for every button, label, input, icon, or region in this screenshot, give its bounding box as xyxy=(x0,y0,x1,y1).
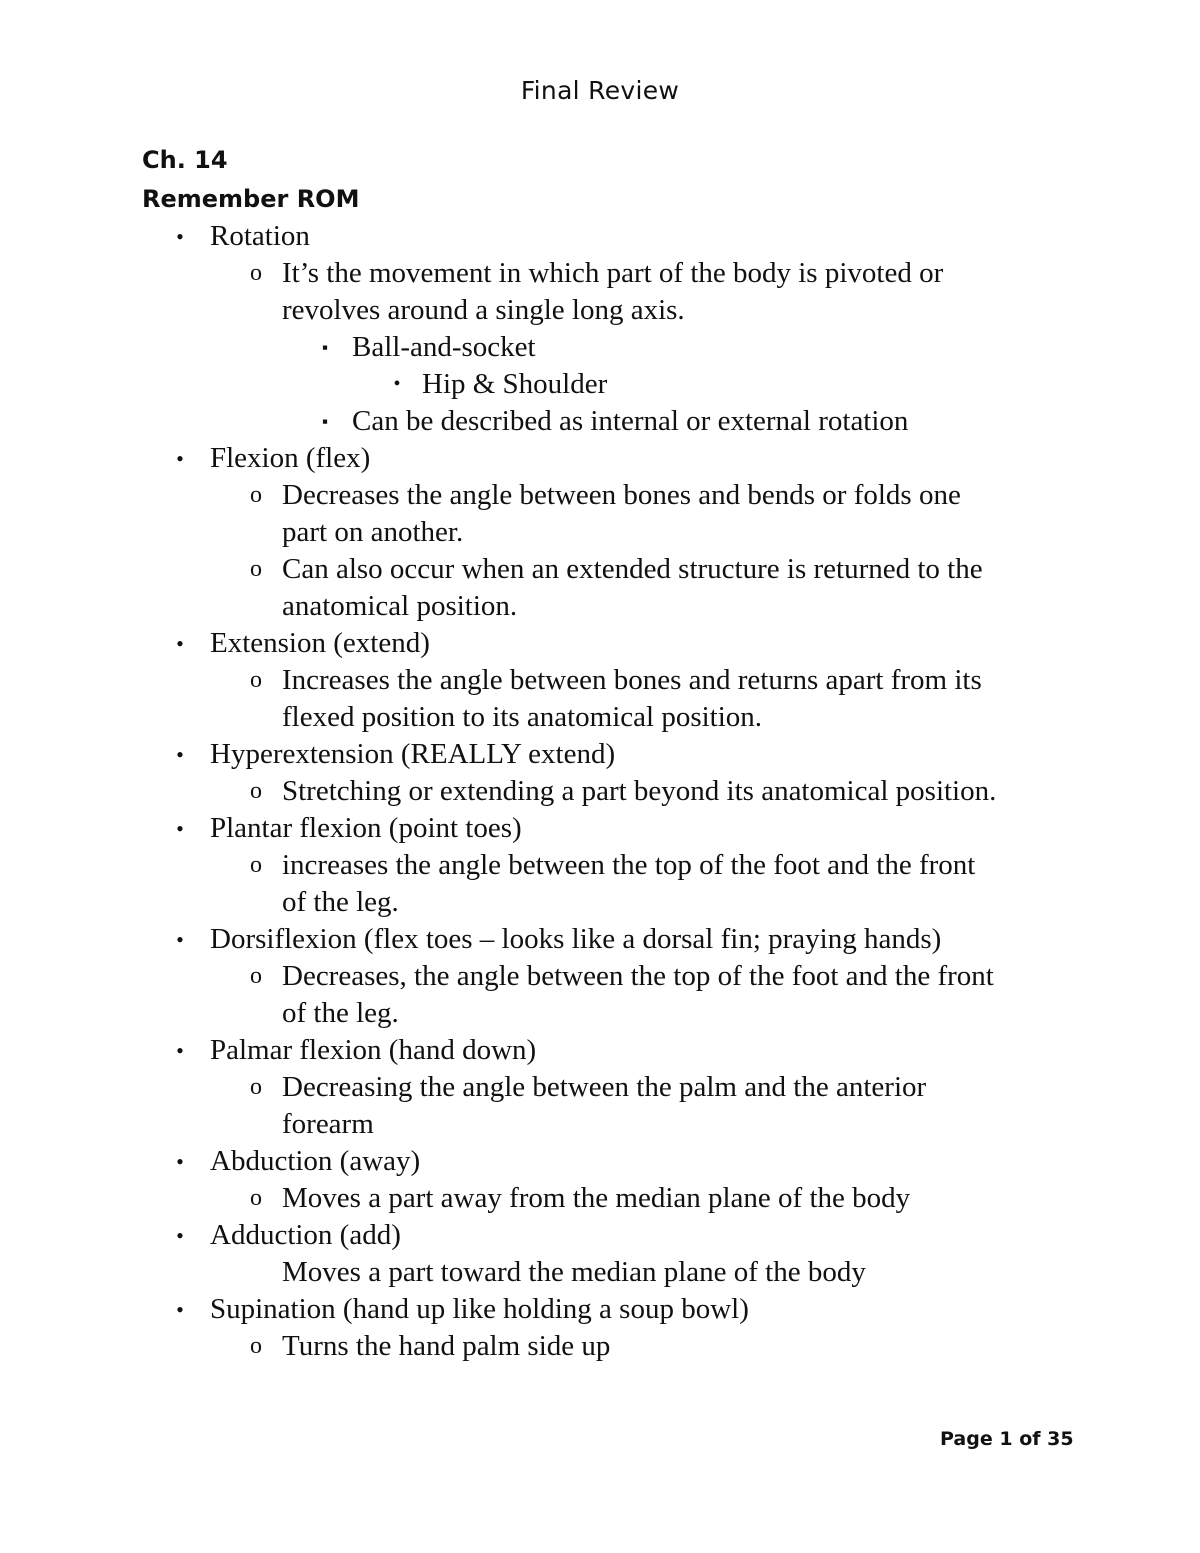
page-label: Page xyxy=(940,1428,993,1450)
list-item-rotation xyxy=(142,218,1082,255)
bullet-icon: • xyxy=(176,742,184,767)
item-label: Plantar flexion (point toes) xyxy=(210,812,522,844)
sub-item-text: Moves a part toward the median plane of the body xyxy=(282,1256,866,1288)
sub-item xyxy=(142,255,1082,292)
sub-item-continuation xyxy=(142,292,1082,329)
sub-item-no-marker xyxy=(142,1254,1082,1291)
sub-item-continuation xyxy=(142,884,1082,921)
sub-item-text: forearm xyxy=(282,1108,374,1140)
of-label: of xyxy=(1019,1428,1041,1450)
bullet-icon: • xyxy=(176,1223,184,1248)
chapter-heading: Ch. 14 xyxy=(142,146,228,174)
sub-item-text: Decreases the angle between bones and bends or folds one xyxy=(282,479,961,511)
list-item-abduction xyxy=(142,1143,1082,1180)
sub-item xyxy=(142,662,1082,699)
sub-sub-item-text: Can be described as internal or external rotation xyxy=(352,405,909,437)
sub-item-text: Increases the angle between bones and returns apart from its xyxy=(282,664,982,696)
circle-bullet-icon: o xyxy=(250,482,262,508)
bullet-icon: • xyxy=(393,373,401,395)
bullet-icon: • xyxy=(176,1297,184,1322)
bullet-icon: • xyxy=(176,224,184,249)
list-item-plantar-flexion xyxy=(142,810,1082,847)
page-header-title: Final Review xyxy=(520,76,680,105)
sub-item-text: of the leg. xyxy=(282,997,399,1029)
sub-item xyxy=(142,1180,1082,1217)
sub-item xyxy=(142,773,1082,810)
sub-item xyxy=(142,477,1082,514)
item-label: Extension (extend) xyxy=(210,627,430,659)
item-label: Palmar flexion (hand down) xyxy=(210,1034,537,1066)
sub-item xyxy=(142,1069,1082,1106)
sub-item-continuation xyxy=(142,995,1082,1032)
sub-item-continuation xyxy=(142,514,1082,551)
circle-bullet-icon: o xyxy=(250,1185,262,1211)
sub-item-text: of the leg. xyxy=(282,886,399,918)
sub-item-text: Decreasing the angle between the palm and the anterior xyxy=(282,1071,927,1103)
item-label: Hyperextension (REALLY extend) xyxy=(210,738,616,770)
current-page: 1 xyxy=(999,1428,1013,1450)
sub-item-text: anatomical position. xyxy=(282,590,518,622)
bullet-icon: • xyxy=(176,1038,184,1063)
item-label: Abduction (away) xyxy=(210,1145,421,1177)
sub-item xyxy=(142,958,1082,995)
circle-bullet-icon: o xyxy=(250,963,262,989)
section-heading: Remember ROM xyxy=(142,185,360,213)
item-label: Adduction (add) xyxy=(210,1219,401,1251)
sub-item-text: revolves around a single long axis. xyxy=(282,294,685,326)
sub-item-text: Moves a part away from the median plane of the body xyxy=(282,1182,911,1214)
item-label: Supination (hand up like holding a soup bowl) xyxy=(210,1293,749,1325)
circle-bullet-icon: o xyxy=(250,778,262,804)
sub-item-text: part on another. xyxy=(282,516,464,548)
list-item-palmar-flexion xyxy=(142,1032,1082,1069)
circle-bullet-icon: o xyxy=(250,667,262,693)
sub-item xyxy=(142,847,1082,884)
list-item-dorsiflexion xyxy=(142,921,1082,958)
page-number xyxy=(940,1428,1074,1450)
circle-bullet-icon: o xyxy=(250,1333,262,1359)
item-label: Flexion (flex) xyxy=(210,442,371,474)
item-label: Dorsiflexion (flex toes – looks like a dorsal fin; praying hands) xyxy=(210,923,942,955)
list-item-adduction xyxy=(142,1217,1082,1254)
sub-item-continuation xyxy=(142,699,1082,736)
sub-item-text: Turns the hand palm side up xyxy=(282,1330,611,1362)
item-label: Rotation xyxy=(210,220,310,252)
sub-sub-sub-item-text: Hip & Shoulder xyxy=(422,368,608,400)
circle-bullet-icon: o xyxy=(250,1074,262,1100)
bullet-icon: • xyxy=(176,446,184,471)
list-item-supination xyxy=(142,1291,1082,1328)
sub-item-text: Decreases, the angle between the top of the foot and the front xyxy=(282,960,994,992)
square-bullet-icon: ▪ xyxy=(321,412,329,431)
sub-sub-item-text: Ball-and-socket xyxy=(352,331,536,363)
sub-item-text: It’s the movement in which part of the body is pivoted or xyxy=(282,257,944,289)
sub-item xyxy=(142,1328,1082,1365)
sub-item-continuation xyxy=(142,588,1082,625)
circle-bullet-icon: o xyxy=(250,852,262,878)
sub-sub-item xyxy=(142,403,1082,440)
sub-item-text: increases the angle between the top of the foot and the front xyxy=(282,849,976,881)
sub-item-text: flexed position to its anatomical position. xyxy=(282,701,763,733)
bullet-icon: • xyxy=(176,816,184,841)
bullet-icon: • xyxy=(176,927,184,952)
sub-item-text: Can also occur when an extended structure is returned to the xyxy=(282,553,983,585)
circle-bullet-icon: o xyxy=(250,260,262,286)
sub-sub-sub-item xyxy=(142,366,1082,403)
sub-item-text: Stretching or extending a part beyond its anatomical position. xyxy=(282,775,997,807)
sub-sub-item xyxy=(142,329,1082,366)
total-pages: 35 xyxy=(1047,1428,1074,1450)
bullet-icon: • xyxy=(176,1149,184,1174)
list-item-hyperextension xyxy=(142,736,1082,773)
sub-item-continuation xyxy=(142,1106,1082,1143)
outline-list xyxy=(142,218,1082,1365)
sub-item xyxy=(142,551,1082,588)
list-item-flexion xyxy=(142,440,1082,477)
bullet-icon: • xyxy=(176,631,184,656)
square-bullet-icon: ▪ xyxy=(321,338,329,357)
list-item-extension xyxy=(142,625,1082,662)
circle-bullet-icon: o xyxy=(250,556,262,582)
